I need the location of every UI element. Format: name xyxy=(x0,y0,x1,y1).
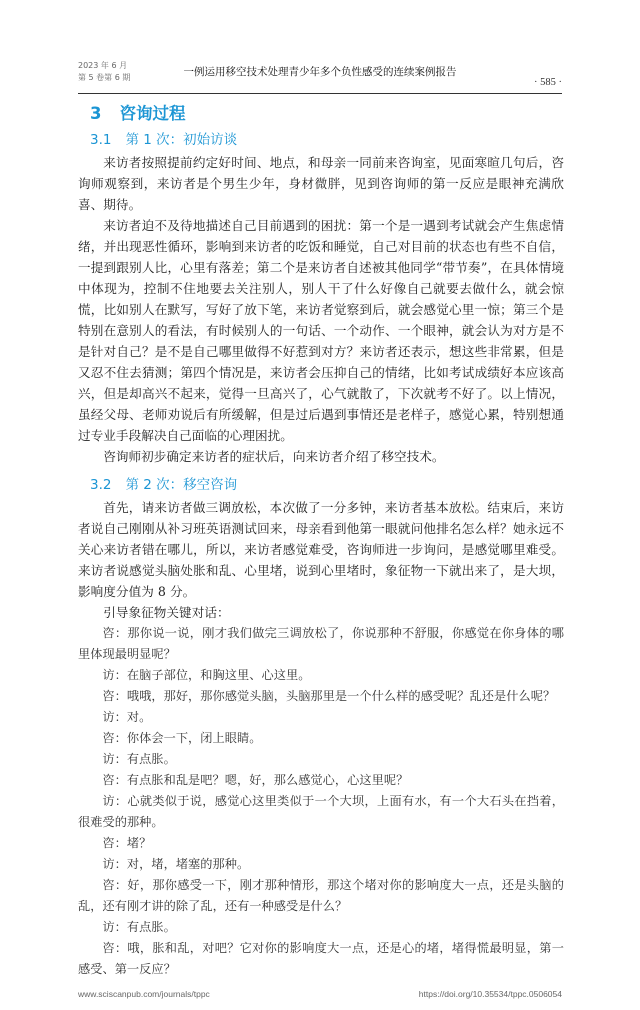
header-rule xyxy=(78,93,562,94)
dialogue-line: 咨：有点胀和乱是吧？嗯，好，那么感觉心，心这里呢？ xyxy=(102,773,409,787)
journal-website: www.sciscanpub.com/journals/tppc xyxy=(78,989,210,999)
dialogue-line: 咨：你体会一下，闭上眼睛。 xyxy=(102,731,262,745)
paragraph: 引导象征物关键对话： xyxy=(103,605,230,620)
running-title: 一例运用移空技术处理青少年多个负性感受的连续案例报告 xyxy=(183,66,457,78)
subsection-heading-3-1: 3.1 第 1 次：初始访谈 xyxy=(90,132,238,148)
article-body xyxy=(78,100,564,980)
dialogue-line: 访：在脑子部位，和胸这里、心这里。 xyxy=(102,668,311,682)
dialogue-line: 咨：哦哦，那好，那你感觉头脑，头脑那里是一个什么样的感受呢？乱还是什么呢？ xyxy=(102,689,556,703)
journal-issue-info xyxy=(78,60,130,84)
dialogue-line: 咨：那你说一说，刚才我们做完三调放松了，你说那种不舒服，你感觉在你身体的哪里体现最明显呢？ xyxy=(78,626,564,661)
page-header xyxy=(0,0,640,100)
dialogue-line: 咨：哦，胀和乱，对吧？它对你的影响度大一点，还是心的堵，堵得慌最明显，第一感受、第一反应？ xyxy=(78,941,564,976)
issue-volume: 第 5 卷第 6 期 xyxy=(78,73,131,82)
issue-date: 2023 年 6 月 xyxy=(78,61,128,70)
dialogue-line: 访：有点胀。 xyxy=(102,752,176,766)
dialogue-transcript xyxy=(78,623,564,980)
dialogue-line: 咨：堵？ xyxy=(102,836,152,850)
dialogue-line: 访：有点胀。 xyxy=(102,920,176,934)
section-heading: 3 咨询过程 xyxy=(90,104,186,123)
paragraph: 来访者迫不及待地描述自己目前遇到的困扰：第一个是一遇到考试就会产生焦虑情绪，并出现恶性循环，影响到来访者的吃饭和睡觉，自己对目前的状态也有些不自信，一提到跟别人比，心里有落差；第二个是来访者自述被其他同学“带节奏”，在具体情境中体现为，控制不住地要去关注别人，别人干了什么好像自己就要去做什么，就会惊慌，比如别人在默写，写好了放下笔，来访者觉察到后，就会感觉心里一惊；第三个是特别在意别人的看法，有时候别人的一句话、一个动作、一个眼神，就会认为对方是不是针对自己？是不是自己哪里做得不好惹到对方？来访者还表示，想这些非常累，但是又忍不住去猜测；第四个情况是，来访者会压抑自己的情绪，比如考试成绩好本应该高兴，但是却高兴不起来，觉得一旦高兴了，心气就散了，下次就考不好了。以上情况，虽经父母、老师劝说后有所缓解，但是过后遇到事情还是老样子，感觉心累，特别想通过专业手段解决自己面临的心理困扰。 xyxy=(78,218,564,443)
dialogue-line: 咨：好，那你感受一下，刚才那种情形，那这个堵对你的影响度大一点，还是头脑的乱，还有刚才讲的除了乱，还有一种感受是什么？ xyxy=(78,878,564,913)
paragraph: 来访者按照提前约定好时间、地点，和母亲一同前来咨询室，见面寒暄几句后，咨询师观察到，来访者是个男生少年，身材微胖，见到咨询师的第一反应是眼神充满欣喜、期待。 xyxy=(78,155,564,212)
dialogue-line: 访：对。 xyxy=(102,710,152,724)
paragraph: 首先，请来访者做三调放松，本次做了一分多钟，来访者基本放松。结束后，来访者说自己刚刚从补习班英语测试回来，母亲看到他第一眼就问他排名怎么样？她永远不关心来访者错在哪儿，所以，来访者感觉难受，咨询师进一步询问，是感觉哪里难受。来访者说感觉头脑处胀和乱、心里堵，说到心里堵时，象征物一下就出来了，是大坝，影响度分值为 8 分。 xyxy=(78,500,564,599)
dialogue-line: 访：心就类似于说，感觉心这里类似于一个大坝，上面有水，有一个大石头在挡着，很难受的那种。 xyxy=(78,794,564,829)
page-footer xyxy=(78,988,562,1010)
subsection-heading-3-2: 3.2 第 2 次：移空咨询 xyxy=(90,477,238,493)
paragraph: 咨询师初步确定来访者的症状后，向来访者介绍了移空技术。 xyxy=(103,449,445,464)
article-doi: https://doi.org/10.35534/tppc.0506054 xyxy=(418,989,562,999)
dialogue-line: 访：对，堵，堵塞的那种。 xyxy=(102,857,250,871)
page-number: · 585 · xyxy=(534,77,562,88)
